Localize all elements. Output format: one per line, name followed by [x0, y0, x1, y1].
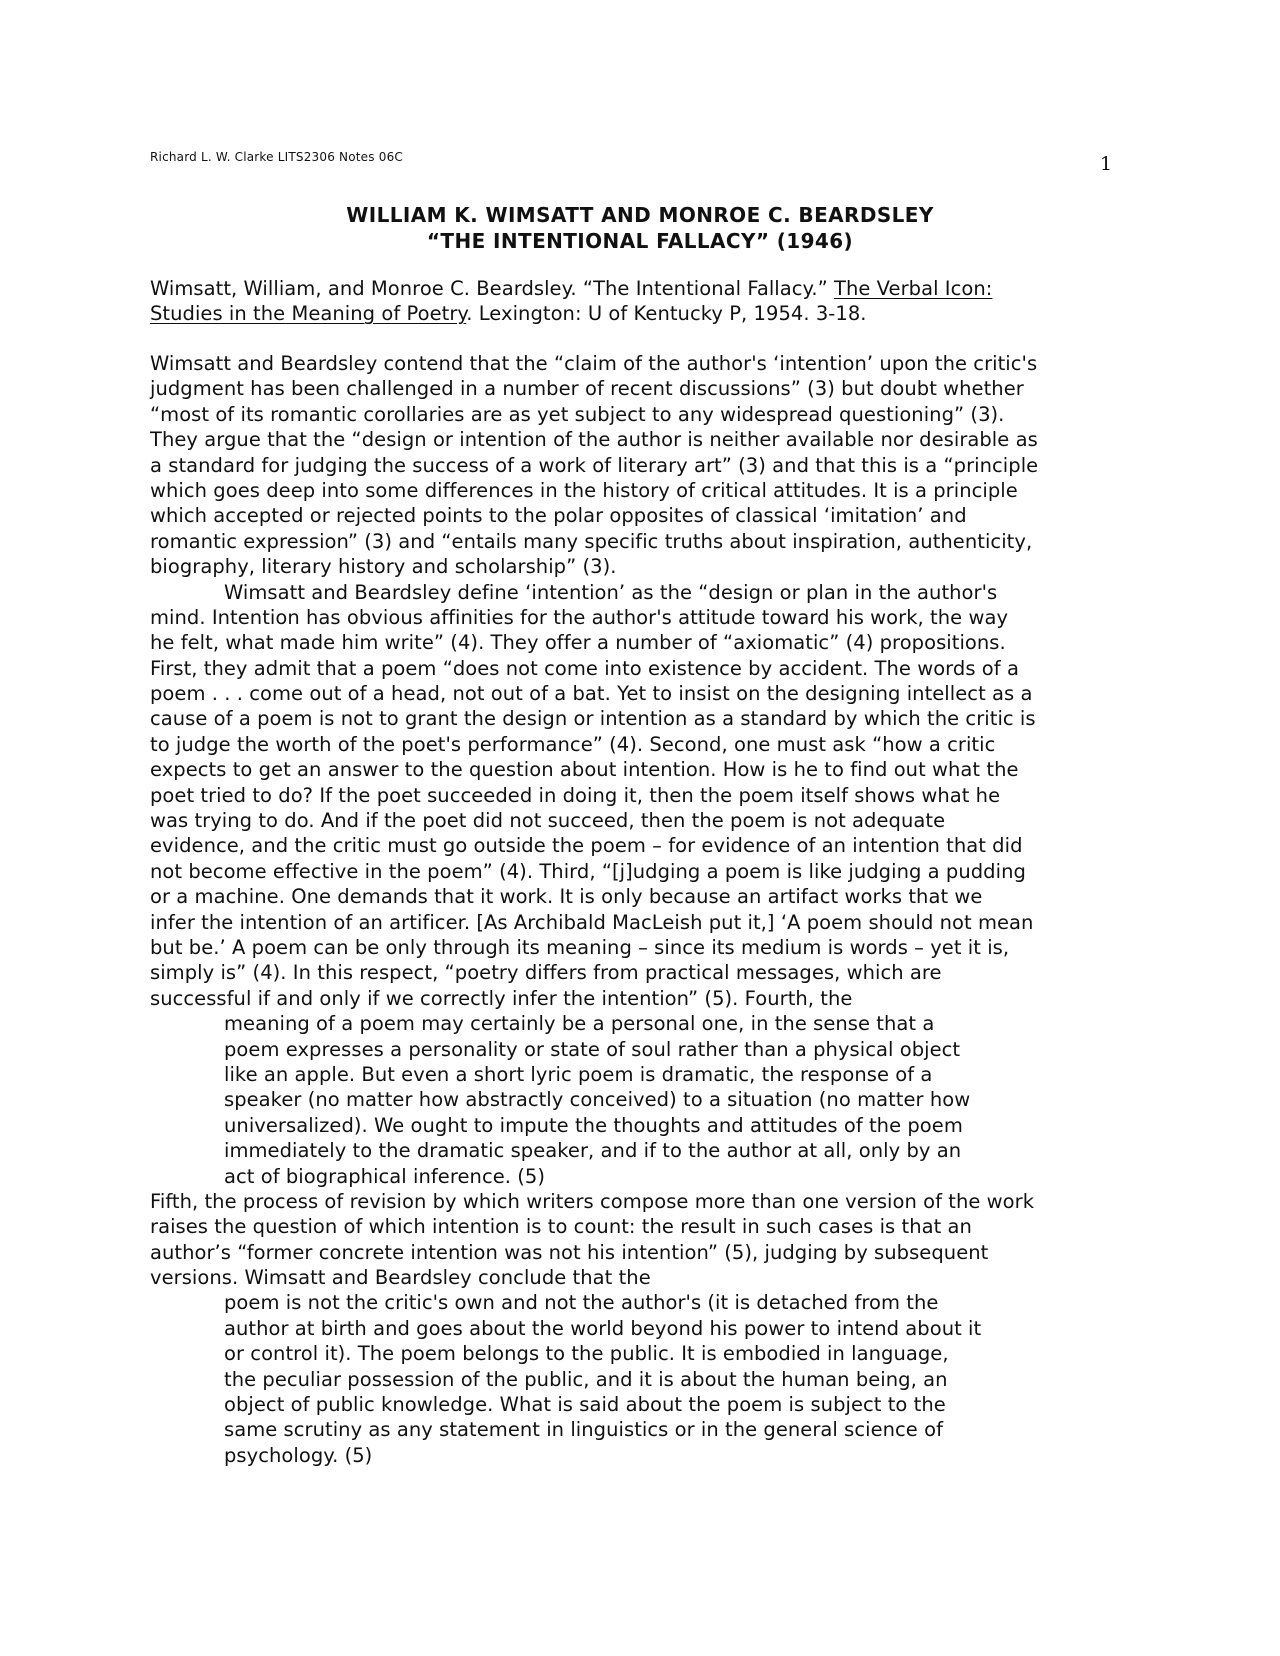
body-line: infer the intention of an artificer. [As Archibald MacLeish put it,] ‘A poem should not mean [150, 910, 1034, 934]
body-line: Wimsatt and Beardsley contend that the “claim of the author's ‘intention’ upon the critic's [150, 352, 1038, 375]
body-line: but be.’ A poem can be only through its meaning – since its medium is words – yet it is, [150, 935, 1010, 959]
body-line: expects to get an answer to the question about intention. How is he to find out what the [150, 758, 1019, 782]
body-line: versions. Wimsatt and Beardsley conclude that the [150, 1266, 651, 1290]
body-line: mind. Intention has obvious affinities for the author's attitude toward his work, the way [150, 605, 1009, 629]
block-quote-line: speaker (no matter how abstractly conceived) to a situation (no matter how [224, 1088, 971, 1112]
body-line: author’s “former concrete intention was not his intention” (5), judging by subsequent [150, 1240, 989, 1264]
block-quote-line: universalized). We ought to impute the thoughts and attitudes of the poem [224, 1113, 963, 1137]
citation-post: . Lexington: U of Kentucky P, 1954. 3-18. [466, 302, 867, 326]
body-line: or a machine. One demands that it work. It is only because an artifact works that we [150, 885, 983, 909]
body-line: cause of a poem is not to grant the design or intention as a standard by which the critic is [150, 707, 1036, 731]
block-quote-line: psychology. (5) [224, 1443, 373, 1467]
body-line: he felt, what made him write” (4). They offer a number of “axiomatic” (4) propositions. [150, 631, 1006, 655]
book-title-part-1: The Verbal Icon: [834, 277, 993, 300]
block-quote-line: poem expresses a personality or state of soul rather than a physical object [224, 1037, 961, 1061]
block-quote-line: object of public knowledge. What is said about the poem is subject to the [224, 1393, 946, 1417]
block-quote-line: same scrutiny as any statement in linguistics or in the general science of [224, 1418, 943, 1442]
page-number: 1 [1100, 153, 1113, 175]
body-line: Fifth, the process of revision by which writers compose more than one version of the work [150, 1189, 1035, 1213]
body-line: which goes deep into some differences in the history of critical attitudes. It is a principle [150, 478, 1018, 502]
body-line: First, they admit that a poem “does not come into existence by accident. The words of a [150, 656, 1019, 680]
body-line: poem . . . come out of a head, not out of a bat. Yet to insist on the designing intellect as a [150, 682, 1033, 706]
block-quote-line: poem is not the critic's own and not the author's (it is detached from the [224, 1291, 939, 1315]
body-line: romantic expression” (3) and “entails many specific truths about inspiration, authenticity, [150, 529, 1033, 553]
block-quote-line: like an apple. But even a short lyric poem is dramatic, the response of a [224, 1062, 933, 1086]
body-line: to judge the worth of the poet's performance” (4). Second, one must ask “how a critic [150, 732, 996, 756]
body-line: poet tried to do? If the poet succeeded in doing it, then the poem itself shows what he [150, 783, 1001, 807]
citation-pre: Wimsatt, William, and Monroe C. Beardsley. “The Intentional Fallacy.” [150, 277, 834, 300]
book-title-part-2: Studies in the Meaning of Poetry [150, 302, 467, 326]
body-line: “most of its romantic corollaries are as yet subject to any widespread questioning” (3). [150, 402, 1005, 426]
body-line: judgment has been challenged in a number of recent discussions” (3) but doubt whether [150, 377, 1024, 401]
body-line: successful if and only if we correctly infer the intention” (5). Fourth, the [150, 986, 853, 1010]
body-line: Wimsatt and Beardsley define ‘intention’ as the “design or plan in the author's [224, 580, 998, 604]
citation-line-2 [150, 301, 1130, 326]
title-line-2: “THE INTENTIONAL FALLACY” (1946) [426, 229, 854, 253]
body-line: a standard for judging the success of a work of literary art” (3) and that this is a “principle [150, 453, 1039, 477]
citation-line-1 [150, 276, 1130, 301]
body-line: was trying to do. And if the poet did not succeed, then the poem is not adequate [150, 809, 946, 833]
body-line: They argue that the “design or intention of the author is neither available nor desirable as [150, 428, 1038, 452]
block-quote-line: author at birth and goes about the world beyond his power to intend about it [224, 1316, 982, 1340]
citation [150, 276, 1130, 327]
body-line: evidence, and the critic must go outside the poem – for evidence of an intention that did [150, 834, 1023, 858]
body-line: which accepted or rejected points to the polar opposites of classical ‘imitation’ and [150, 504, 967, 528]
block-quote-line: immediately to the dramatic speaker, and if to the author at all, only by an [224, 1139, 962, 1163]
block-quote-line: or control it). The poem belongs to the public. It is embodied in language, [224, 1342, 949, 1366]
body-line: biography, literary history and scholarship” (3). [150, 555, 617, 579]
block-quote-line: meaning of a poem may certainly be a personal one, in the sense that a [224, 1012, 935, 1036]
main-body-text [150, 351, 1130, 1468]
body-line: not become effective in the poem” (4). Third, “[j]udging a poem is like judging a pudding [150, 859, 1026, 883]
title-line-1: WILLIAM K. WIMSATT AND MONROE C. BEARDSLEY [346, 203, 934, 227]
body-line: raises the question of which intention is to count: the result in such cases is that an [150, 1215, 972, 1239]
document-title [150, 202, 1130, 254]
block-quote-line: the peculiar possession of the public, and it is about the human being, an [224, 1367, 948, 1391]
body-line: simply is” (4). In this respect, “poetry differs from practical messages, which are [150, 961, 942, 985]
block-quote-line: act of biographical inference. (5) [224, 1164, 546, 1188]
running-head: Richard L. W. Clarke LITS2306 Notes 06C [150, 150, 403, 164]
